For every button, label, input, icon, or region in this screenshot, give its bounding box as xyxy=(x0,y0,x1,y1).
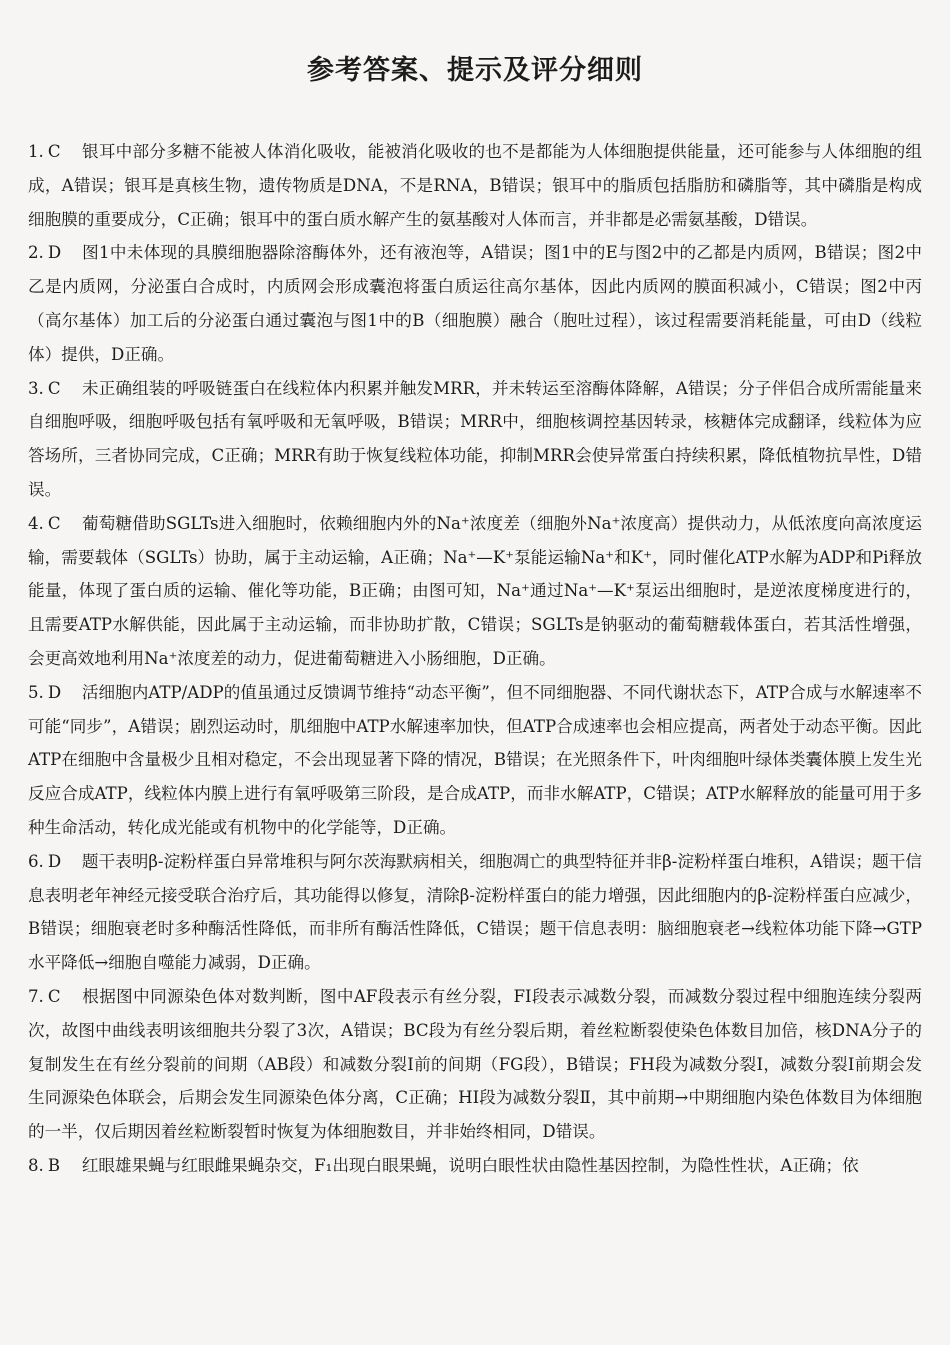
answer-key: D xyxy=(47,243,62,263)
answer-number: 2. xyxy=(28,243,44,263)
answer-key: C xyxy=(47,378,61,398)
answer-item xyxy=(28,845,922,980)
answer-explanation: 根据图中同源染色体对数判断，图中AF段表示有丝分裂，FI段表示减数分裂，而减数分裂过程中细胞连续分裂两次，故图中曲线表明该细胞共分裂了3次，A错误；BC段为有丝分裂后期，着丝粒断裂使染色体数目加倍，核DNA分子的复制发生在有丝分裂前的间期（AB段）和减数分裂Ⅰ前的间期（FG段），B错误；FH段为减数分裂Ⅰ，减数分裂Ⅰ前期会发生同源染色体联会，后期会发生同源染色体分离，C正确；HI段为减数分裂Ⅱ，其中前期→中期细胞内染色体数目为体细胞的一半，仅后期因着丝粒断裂暂时恢复为体细胞数目，并非始终相同，D错误。 xyxy=(28,986,922,1142)
answer-number: 1. xyxy=(28,142,44,161)
answer-explanation: 题干表明β-淀粉样蛋白异常堆积与阿尔茨海默病相关，细胞凋亡的典型特征并非β-淀粉样蛋白堆积，A错误；题干信息表明老年神经元接受联合治疗后，其功能得以修复，清除β-淀粉样蛋白的能力增强，因此细胞内的β-淀粉样蛋白应减少，B错误；细胞衰老时多种酶活性降低，而非所有酶活性降低，C错误；题干信息表明：脑细胞衰老→线粒体功能下降→GTP水平降低→细胞自噬能力减弱，D正确。 xyxy=(28,851,922,973)
answer-explanation: 图1中未体现的具膜细胞器除溶酶体外，还有液泡等，A错误；图1中的E与图2中的乙都是内质网，B错误；图2中乙是内质网，分泌蛋白合成时，内质网会形成囊泡将蛋白质运往高尔基体，因此内质网的膜面积减小，C错误；图2中丙（高尔基体）加工后的分泌蛋白通过囊泡与图1中的B（细胞膜）融合（胞吐过程），该过程需要消耗能量，可由D（线粒体）提供，D正确。 xyxy=(28,243,922,364)
answer-item xyxy=(28,1149,922,1183)
answer-explanation: 未正确组装的呼吸链蛋白在线粒体内积累并触发MRR，并未转运至溶酶体降解，A错误；分子伴侣合成所需能量来自细胞呼吸，细胞呼吸包括有氧呼吸和无氧呼吸，B错误；MRR中，细胞核调控基因转录，核糖体完成翻译，线粒体为应答场所，三者协同完成，C正确；MRR有助于恢复线粒体功能，抑制MRR会使异常蛋白持续积累，降低植物抗旱性，D错误。 xyxy=(28,378,922,499)
answer-number: 8. xyxy=(28,1155,44,1175)
answer-key: D xyxy=(47,682,62,702)
answer-item xyxy=(28,372,922,507)
answer-key: B xyxy=(47,1155,61,1175)
answer-explanation: 红眼雄果蝇与红眼雌果蝇杂交，F₁出现白眼果蝇，说明白眼性状由隐性基因控制，为隐性性状，A正确；依 xyxy=(81,1155,859,1175)
answer-item xyxy=(28,676,922,845)
answer-list xyxy=(28,135,922,1183)
answer-explanation: 活细胞内ATP/ADP的值虽通过反馈调节维持“动态平衡”，但不同细胞器、不同代谢状态下，ATP合成与水解速率不可能“同步”，A错误；剧烈运动时，肌细胞中ATP水解速率加快，但ATP合成速率也会相应提高，两者处于动态平衡。因此ATP在细胞中含量极少且相对稳定，不会出现显著下降的情况，B错误；在光照条件下，叶肉细胞叶绿体类囊体膜上发生光反应合成ATP，线粒体内膜上进行有氧呼吸第三阶段，是合成ATP，而非水解ATP，C错误；ATP水解释放的能量可用于多种生命活动，转化成光能或有机物中的化学能等，D正确。 xyxy=(28,682,922,837)
answer-item xyxy=(28,507,922,676)
answer-key: C xyxy=(47,986,61,1006)
answer-explanation: 银耳中部分多糖不能被人体消化吸收，能被消化吸收的也不是都能为人体细胞提供能量，还可能参与人体细胞的组成，A错误；银耳是真核生物，遗传物质是DNA，不是RNA，B错误；银耳中的脂质包括脂肪和磷脂等，其中磷脂是构成细胞膜的重要成分，C正确；银耳中的蛋白质水解产生的氨基酸对人体而言，并非都是必需氨基酸，D错误。 xyxy=(28,142,922,229)
answer-key: D xyxy=(47,851,62,871)
answer-number: 6. xyxy=(28,851,44,871)
answer-item xyxy=(28,980,922,1149)
answer-key: C xyxy=(47,142,61,161)
answer-item xyxy=(28,236,922,371)
answer-number: 4. xyxy=(28,513,44,533)
page-title: 参考答案、提示及评分细则 xyxy=(307,55,643,86)
answer-number: 5. xyxy=(28,682,44,702)
answer-explanation: 葡萄糖借助SGLTs进入细胞时，依赖细胞内外的Na⁺浓度差（细胞外Na⁺浓度高）提供动力，从低浓度向高浓度运输，需要载体（SGLTs）协助，属于主动运输，A正确；Na⁺—K⁺泵能运输Na⁺和K⁺，同时催化ATP水解为ADP和Pi释放能量，体现了蛋白质的运输、催化等功能，B正确；由图可知，Na⁺通过Na⁺—K⁺泵运出细胞时，是逆浓度梯度进行的，且需要ATP水解供能，因此属于主动运输，而非协助扩散，C错误；SGLTs是钠驱动的葡萄糖载体蛋白，若其活性增强，会更高效地利用Na⁺浓度差的动力，促进葡萄糖进入小肠细胞，D正确。 xyxy=(28,513,922,668)
answer-number: 3. xyxy=(28,378,44,398)
answer-item xyxy=(28,135,922,236)
answer-number: 7. xyxy=(28,986,44,1006)
answer-key: C xyxy=(47,513,61,533)
